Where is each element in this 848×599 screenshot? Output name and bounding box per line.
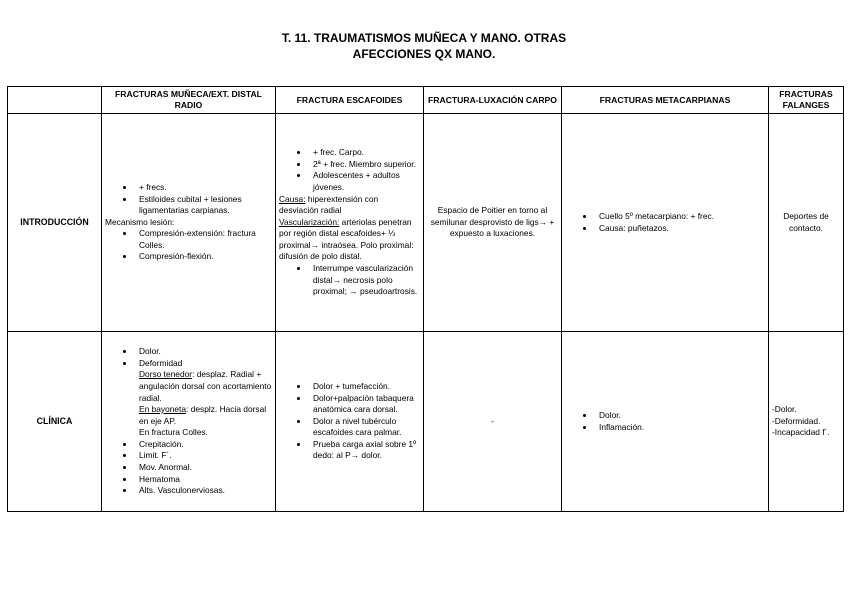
cell-clinica-escafoides [276,332,424,512]
cell-intro-escafoides [276,114,424,332]
cell-intro-radio [102,114,276,332]
header-radio: FRACTURAS MUÑECA/EXT. DISTAL RADIO [102,87,276,114]
list-item: • Dolor + tumefacción. [309,381,420,393]
cell-clinica-falanges: -Dolor. -Deformidad. -Incapacidad f´. [769,332,844,512]
list-item: • Prueba carga axial sobre 1º dedo: al P→ dolor. [309,439,420,462]
list-item: • Dolor+palpación tabaquera anatómica cara dorsal. [309,393,420,416]
dorso-tenedor-paragraph [105,369,272,404]
list-item: • Compresión-flexión. [135,251,272,263]
list-item: • Adolescentes + adultos jóvenes. [309,170,420,193]
list-item: • Hematoma [135,474,272,486]
row-label-introduccion: INTRODUCCIÓN [8,114,102,332]
list-item: • Cuello 5º metacarpiano: + frec. [595,211,765,223]
header-carpo: FRACTURA-LUXACIÓN CARPO [424,87,562,114]
list-item: • + frecs. [135,182,272,194]
row-clinica [8,332,844,512]
causa-label: Causa: [279,193,306,204]
cell-intro-metacarpianas [562,114,769,332]
header-falanges: FRACTURAS FALANGES [769,87,844,114]
list-item: • Dolor. [135,346,272,358]
list-item: • Causa: puñetazos. [595,223,765,235]
list-item: • Deformidad [135,358,272,370]
causa-paragraph [279,194,420,217]
header-row [8,87,844,114]
list-item: • Alts. Vasculonerviosas. [135,485,272,497]
bayoneta-paragraph [105,404,272,427]
list-item: • + frec. Carpo. [309,147,420,159]
title-line-1: T. 11. TRAUMATISMOS MUÑECA Y MANO. OTRAS [281,31,567,45]
list-item: • Inflamación. [595,422,765,434]
list-item: • Limit. F´. [135,450,272,462]
cell-intro-falanges: Deportes de contacto. [769,114,844,332]
list-item: • Crepitación. [135,439,272,451]
bayoneta-label: En bayoneta [139,404,187,415]
list-item: • Dolor. [595,410,765,422]
header-empty [8,87,102,114]
cell-clinica-metacarpianas [562,332,769,512]
title-line-2: AFECCIONES QX MANO. [352,47,496,61]
row-label-clinica: CLÍNICA [8,332,102,512]
fractures-table [7,86,844,512]
list-item: • Compresión-extensión: fractura Colles. [135,228,272,251]
causa-text: hiperextensión con desviación radial [279,193,379,216]
header-metacarpianas: FRACTURAS METACARPIANAS [562,87,769,114]
list-item: • 2ª + frec. Miembro superior. [309,159,420,171]
document-title [0,30,848,62]
vascularizacion-text: arteriolas penetran por región distal escafoides+ ⅓ proximal→ intraósea. Polo proximal: difusión de polo distal. [279,216,414,262]
vascularizacion-label: Vascularización: [279,216,340,227]
vascularizacion-paragraph [279,217,420,263]
list-item: • Dolor a nivel tubérculo escafoides cara palmar. [309,416,420,439]
mecanismo-label: Mecanismo lesión: [105,216,175,227]
dorso-tenedor-text: : desplaz. Radial + angulación dorsal con acortamiento radial. [139,369,272,403]
list-item: • Interrumpe vascularización distal→ necrosis polo proximal; → pseudoartrosis. [309,263,420,298]
row-introduccion [8,114,844,332]
cell-intro-carpo: Espacio de Poitier en torno al semilunar desprovisto de ligs→ + expuesto a luxaciones. [424,114,562,332]
cell-clinica-carpo: - [424,332,562,512]
cell-clinica-radio [102,332,276,512]
dorso-tenedor-label: Dorso tenedor [139,369,193,380]
list-item: • Estiloides cubital + lesiones ligamentarias carpianas. [135,194,272,217]
colles-note: En fractura Colles. [139,427,208,438]
header-escafoides: FRACTURA ESCAFOIDES [276,87,424,114]
list-item: • Mov. Anormal. [135,462,272,474]
bayoneta-text: : desplz. Hacia dorsal en eje AP. [139,404,267,426]
